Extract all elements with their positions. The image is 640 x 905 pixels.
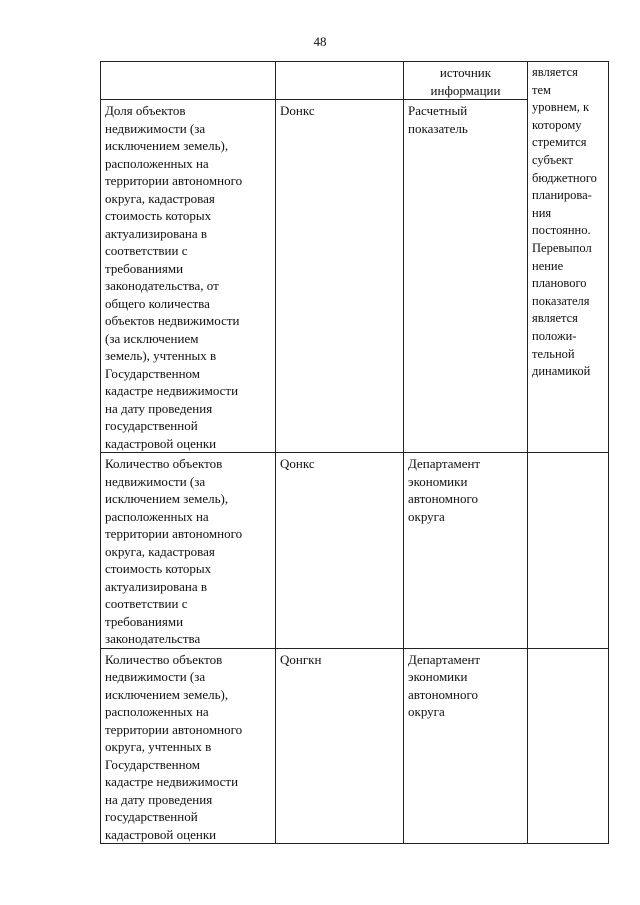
indicator-source: Департамент экономики автономного округа — [408, 651, 481, 719]
table-cell — [276, 453, 404, 649]
indicator-description: Количество объектов недвижимости (за исключением земель), расположенных на территории автономного округа, учтенных в Государственном кадастре недвижимости на дату проведения государственной кадастровой оценки — [105, 651, 243, 842]
table-cell — [528, 453, 609, 649]
source-header-text: источник информации — [430, 65, 501, 98]
table-cell — [404, 453, 528, 649]
indicator-description: Количество объектов недвижимости (за исключением земель), расположенных на территории автономного округа, кадастровая стоимость которых актуализирована в соответствии с требованиями законодательства — [105, 456, 243, 646]
table-cell — [404, 648, 528, 844]
note-text: является тем уровнем, к которому стремится субъект бюджетного планирова- ния постоянно. Перевыпол нение планового показателя является положи- тельной динамикой — [532, 65, 597, 379]
table-cell — [528, 648, 609, 844]
indicator-description: Доля объектов недвижимости (за исключением земель), расположенных на территории автономного округа, кадастровая стоимость которых актуализирована в соответствии с требованиями законодательства, от общего количества объектов недвижимости (за исключением земель), учтенных в Государственном кадастре недвижимости на дату проведения государственной кадастровой оценки — [105, 103, 243, 451]
table-cell — [276, 62, 404, 100]
table-cell — [276, 648, 404, 844]
table-row — [101, 453, 609, 649]
indicator-symbol: Dонкс — [280, 103, 315, 118]
indicator-symbol: Qонгкн — [280, 651, 322, 667]
table-cell-note-merged — [528, 62, 609, 453]
page-number: 48 — [313, 34, 327, 49]
indicator-source: Расчетный показатель — [408, 103, 468, 136]
table-cell — [404, 100, 528, 453]
table-row-continuation — [101, 62, 609, 100]
table-cell — [101, 62, 276, 100]
table-cell — [276, 100, 404, 453]
indicator-table — [100, 61, 609, 844]
table-row — [101, 648, 609, 844]
table-cell — [101, 100, 276, 453]
table-cell — [404, 62, 528, 100]
indicator-symbol: Qонкс — [280, 456, 315, 471]
indicator-source: Департамент экономики автономного округа — [408, 456, 481, 524]
table-cell — [101, 453, 276, 649]
table-cell — [101, 648, 276, 844]
